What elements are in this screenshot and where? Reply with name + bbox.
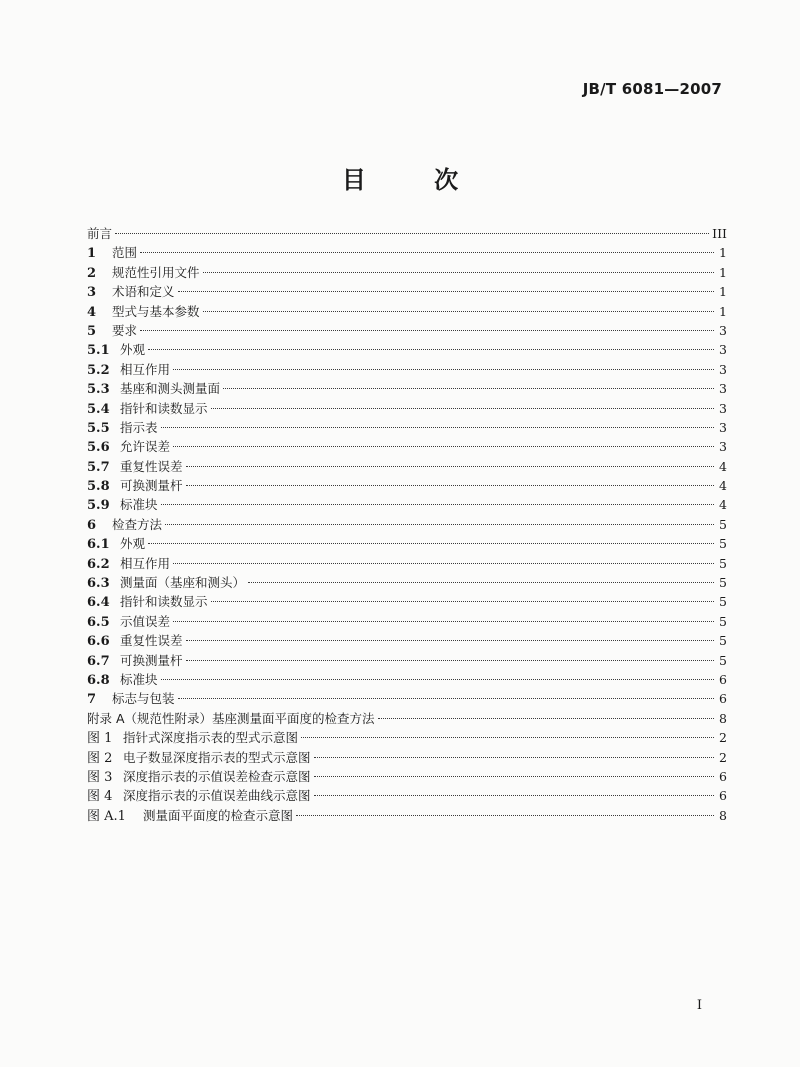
toc-entry-label: 深度指示表的示值误差检查示意图	[123, 768, 311, 784]
toc-entry[interactable]	[87, 612, 727, 631]
toc-dot-leader	[186, 466, 714, 467]
toc-dot-leader	[161, 427, 714, 428]
toc-entry-label: 指针和读数显示	[120, 594, 208, 610]
toc-entry[interactable]	[87, 767, 727, 786]
toc-entry-label: 基座和测头测量面	[120, 381, 221, 397]
toc-entry[interactable]	[87, 748, 727, 767]
toc-entry-label: 相互作用	[120, 361, 171, 377]
toc-entry[interactable]	[87, 515, 727, 534]
toc-entry-label: 范围	[112, 245, 138, 261]
toc-entry-page: 1	[719, 264, 727, 280]
toc-entry-number: 3	[87, 285, 97, 301]
toc-dot-leader	[248, 582, 714, 583]
toc-entry-label: 可换测量杆	[120, 478, 183, 494]
toc-entry[interactable]	[87, 670, 727, 689]
toc-entry-page: 6	[719, 788, 727, 804]
toc-dot-leader	[161, 679, 714, 680]
toc-entry-label: 附录 A（规范性附录）基座测量面平面度的检查方法	[87, 710, 375, 726]
toc-entry-label: 指示表	[120, 419, 158, 435]
toc-entry-page: 5	[719, 633, 727, 649]
toc-entry-page: 8	[719, 807, 727, 823]
toc-dot-leader	[173, 446, 714, 447]
toc-entry-page: 5	[719, 555, 727, 571]
toc-entry-page: 5	[719, 594, 727, 610]
toc-entry[interactable]	[87, 689, 727, 708]
toc-entry[interactable]	[87, 418, 727, 437]
toc-entry[interactable]	[87, 340, 727, 359]
table-of-contents	[87, 224, 727, 825]
toc-dot-leader	[186, 485, 714, 486]
toc-entry-page: 1	[719, 284, 727, 300]
toc-entry-page: 6	[719, 768, 727, 784]
toc-dot-leader	[161, 504, 714, 505]
toc-entry-label: 示值误差	[120, 613, 171, 629]
toc-entry-number: 7	[87, 692, 97, 708]
toc-entry-number: 5.3	[87, 382, 110, 398]
toc-dot-leader	[178, 698, 714, 699]
toc-dot-leader	[186, 660, 714, 661]
toc-dot-leader	[203, 272, 714, 273]
toc-entry-page: 3	[719, 439, 727, 455]
toc-entry-label: 深度指示表的示值误差曲线示意图	[123, 788, 311, 804]
toc-entry-page: 1	[719, 303, 727, 319]
toc-entry-label: 外观	[120, 536, 146, 552]
toc-dot-leader	[115, 233, 709, 234]
toc-entry-number: 图 A.1	[87, 808, 126, 824]
toc-entry-label: 外观	[120, 342, 146, 358]
toc-entry[interactable]	[87, 476, 727, 495]
toc-entry-number: 6.7	[87, 653, 110, 669]
toc-dot-leader	[378, 718, 714, 719]
toc-entry[interactable]	[87, 243, 727, 262]
toc-entry-page: 8	[719, 710, 727, 726]
toc-entry-label: 标准块	[120, 671, 158, 687]
toc-dot-leader	[148, 543, 714, 544]
toc-entry-label: 可换测量杆	[120, 652, 183, 668]
toc-entry-number: 图 3	[87, 769, 113, 785]
toc-entry-page: 4	[719, 458, 727, 474]
toc-dot-leader	[165, 524, 714, 525]
toc-entry-label: 相互作用	[120, 555, 171, 571]
toc-dot-leader	[140, 252, 714, 253]
toc-entry-label: 测量面（基座和测头）	[120, 575, 246, 591]
toc-dot-leader	[186, 640, 714, 641]
toc-entry[interactable]	[87, 806, 727, 825]
toc-entry[interactable]	[87, 379, 727, 398]
toc-dot-leader	[296, 815, 714, 816]
toc-entry-page: 4	[719, 497, 727, 513]
toc-entry-number: 5.5	[87, 420, 110, 436]
toc-entry-label: 标志与包装	[112, 691, 175, 707]
toc-entry-page: 2	[719, 730, 727, 746]
toc-entry-number: 5.2	[87, 362, 110, 378]
toc-dot-leader	[301, 737, 714, 738]
toc-entry[interactable]	[87, 321, 727, 340]
toc-entry-label: 指针和读数显示	[120, 400, 208, 416]
toc-entry-label: 前言	[87, 226, 113, 241]
toc-entry[interactable]	[87, 651, 727, 670]
toc-dot-leader	[314, 776, 714, 777]
toc-entry-label: 规范性引用文件	[112, 264, 200, 280]
toc-entry-page: 3	[719, 361, 727, 377]
toc-dot-leader	[173, 563, 714, 564]
toc-entry-page: 3	[719, 419, 727, 435]
toc-entry-number: 图 1	[87, 731, 113, 747]
toc-entry-number: 6.2	[87, 556, 110, 572]
toc-entry[interactable]	[87, 534, 727, 553]
toc-entry-label: 型式与基本参数	[112, 303, 200, 319]
toc-entry[interactable]	[87, 709, 727, 728]
toc-entry[interactable]	[87, 437, 727, 456]
toc-entry-page: 3	[719, 342, 727, 358]
toc-entry-page: 5	[719, 652, 727, 668]
page-number: I	[696, 998, 702, 1013]
toc-entry-page: 5	[719, 516, 727, 532]
toc-entry-page: 4	[719, 478, 727, 494]
toc-entry[interactable]	[87, 554, 727, 573]
toc-entry-number: 4	[87, 304, 97, 320]
toc-entry-label: 允许误差	[120, 439, 171, 455]
toc-dot-leader	[148, 349, 714, 350]
toc-entry-label: 重复性误差	[120, 633, 183, 649]
toc-entry[interactable]	[87, 399, 727, 418]
toc-entry-page: 3	[719, 400, 727, 416]
toc-entry-label: 电子数显深度指示表的型式示意图	[123, 749, 311, 765]
toc-entry[interactable]	[87, 728, 727, 747]
toc-entry-page: III	[712, 226, 727, 241]
toc-entry-page: 5	[719, 536, 727, 552]
toc-entry-page: 2	[719, 749, 727, 765]
toc-dot-leader	[211, 601, 714, 602]
toc-entry[interactable]	[87, 282, 727, 301]
toc-dot-leader	[314, 757, 714, 758]
toc-entry-number: 6.3	[87, 576, 110, 592]
toc-entry-label: 要求	[112, 322, 138, 338]
toc-entry[interactable]	[87, 457, 727, 476]
toc-entry[interactable]	[87, 302, 727, 321]
toc-entry-page: 6	[719, 671, 727, 687]
toc-entry-number: 6.5	[87, 614, 110, 630]
page-title: 目 次	[341, 166, 489, 194]
toc-entry[interactable]	[87, 592, 727, 611]
toc-dot-leader	[173, 369, 714, 370]
toc-entry[interactable]	[87, 360, 727, 379]
toc-entry-label: 测量面平面度的检查示意图	[143, 807, 294, 823]
toc-entry-number: 5.7	[87, 459, 110, 475]
toc-entry-label: 重复性误差	[120, 458, 183, 474]
toc-entry-number: 1	[87, 246, 97, 262]
toc-entry-number: 6.4	[87, 595, 110, 611]
toc-entry-number: 图 4	[87, 789, 113, 805]
toc-entry-number: 2	[87, 265, 97, 281]
toc-entry[interactable]	[87, 263, 727, 282]
toc-entry-number: 5.6	[87, 440, 110, 456]
toc-dot-leader	[140, 330, 714, 331]
toc-entry-number: 5.8	[87, 479, 110, 495]
toc-entry-page: 5	[719, 575, 727, 591]
toc-entry-number: 5.1	[87, 343, 110, 359]
toc-entry-number: 6.6	[87, 634, 110, 650]
toc-dot-leader	[211, 408, 714, 409]
toc-entry-label: 检查方法	[112, 516, 163, 532]
toc-dot-leader	[203, 311, 714, 312]
toc-entry[interactable]	[87, 786, 727, 805]
toc-dot-leader	[173, 621, 714, 622]
toc-entry[interactable]	[87, 573, 727, 592]
toc-entry[interactable]	[87, 631, 727, 650]
toc-entry-page: 6	[719, 691, 727, 707]
toc-entry-number: 5.4	[87, 401, 110, 417]
toc-dot-leader	[314, 795, 714, 796]
toc-entry-page: 5	[719, 613, 727, 629]
toc-entry[interactable]	[87, 224, 727, 243]
toc-entry-number: 6.1	[87, 537, 110, 553]
toc-entry-number: 5.9	[87, 498, 110, 514]
toc-entry-label: 标准块	[120, 497, 158, 513]
toc-entry-number: 6.8	[87, 672, 110, 688]
toc-entry-page: 3	[719, 381, 727, 397]
toc-dot-leader	[178, 291, 714, 292]
toc-entry-label: 术语和定义	[112, 284, 175, 300]
toc-entry-number: 5	[87, 323, 97, 339]
toc-entry[interactable]	[87, 495, 727, 514]
toc-entry-page: 3	[719, 322, 727, 338]
standard-code: JB/T 6081—2007	[582, 80, 722, 98]
toc-dot-leader	[223, 388, 714, 389]
toc-entry-label: 指针式深度指示表的型式示意图	[123, 730, 299, 746]
toc-entry-page: 1	[719, 245, 727, 261]
toc-entry-number: 图 2	[87, 750, 113, 766]
toc-entry-number: 6	[87, 517, 97, 533]
